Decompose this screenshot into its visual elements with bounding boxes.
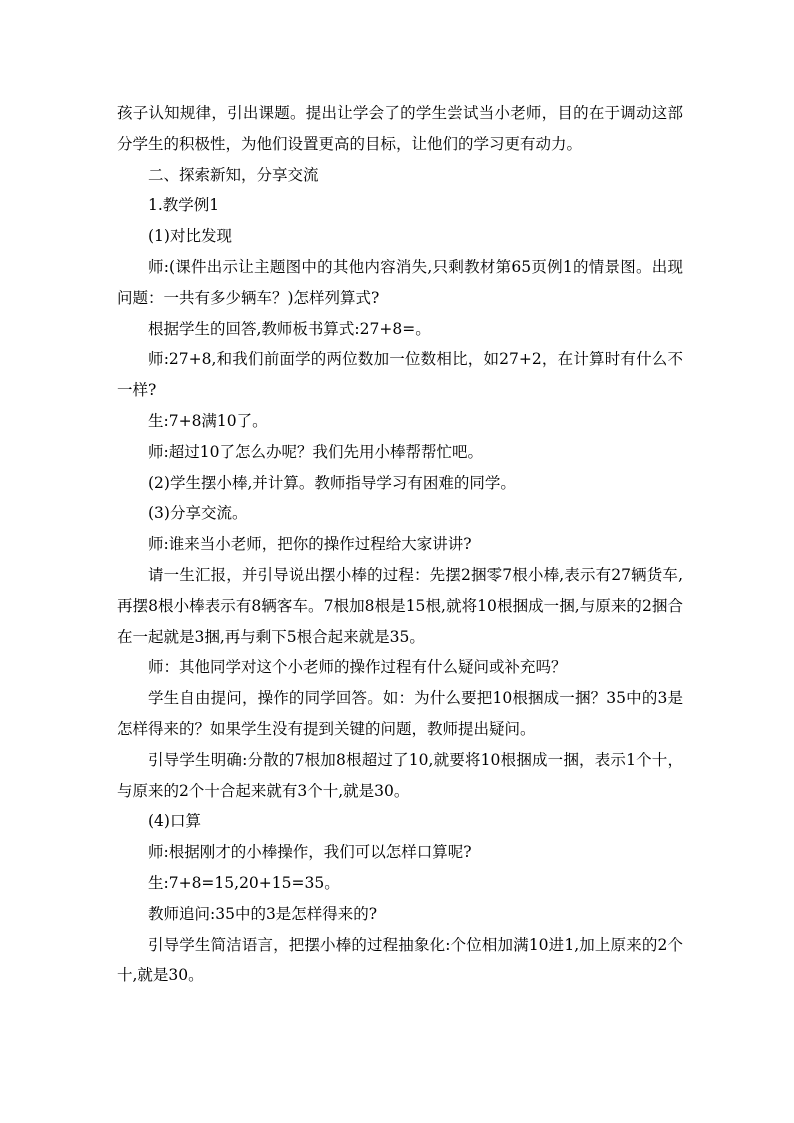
paragraph: 生:7+8满10了。 — [148, 411, 268, 430]
paragraph: 师:谁来当小老师，把你的操作过程给大家讲讲? — [148, 535, 472, 554]
paragraph: 教师追问:35中的3是怎样得来的? — [148, 904, 378, 923]
paragraph: 师:27+8,和我们前面学的两位数加一位数相比，如27+2，在计算时有什么不一样? — [117, 350, 683, 400]
step-heading: (2)学生摆小棒,并计算。教师指导学习有困难的同学。 — [148, 473, 516, 492]
paragraph: 根据学生的回答,教师板书算式:27+8=。 — [148, 319, 431, 338]
step-heading: (4)口算 — [148, 812, 201, 831]
paragraph: 师:(课件出示让主题图中的其他内容消失,只剩教材第65页例1的情景图。出现问题：一共有多少辆车？)怎样列算式? — [117, 257, 683, 307]
paragraph: 引导学生简洁语言，把摆小棒的过程抽象化:个位相加满10进1,加上原来的2个十,就是30。 — [117, 935, 683, 985]
step-heading: (1)对比发现 — [148, 227, 232, 246]
document-body — [117, 98, 683, 991]
step-heading: (3)分享交流。 — [148, 504, 248, 523]
paragraph-intro-continuation: 孩子认知规律，引出课题。提出让学会了的学生尝试当小老师，目的在于调动这部分学生的积极性，为他们设置更高的目标，让他们的学习更有动力。 — [117, 104, 683, 153]
subsection-heading: 1.教学例1 — [148, 196, 220, 215]
paragraph: 引导学生明确:分散的7根加8根超过了10,就要将10根捆成一捆，表示1个十，与原来的2个十合起来就有3个十,就是30。 — [117, 750, 683, 800]
paragraph: 师:超过10了怎么办呢？我们先用小棒帮帮忙吧。 — [148, 442, 483, 461]
paragraph: 生:7+8=15,20+15=35。 — [148, 873, 340, 892]
paragraph: 师：其他同学对这个小老师的操作过程有什么疑问或补充吗？ — [148, 658, 567, 677]
paragraph: 请一生汇报，并引导说出摆小棒的过程：先摆2捆零7根小棒,表示有27辆货车,再摆8根小棒表示有8辆客车。7根加8根是15根,就将10根捆成一捆,与原来的2捆合在一起就是3捆,再与剩下5根合起来就是35。 — [117, 565, 683, 646]
paragraph: 学生自由提问，操作的同学回答。如：为什么要把10根捆成一捆？35中的3是怎样得来的？如果学生没有提到关键的问题，教师提出疑问。 — [117, 689, 683, 738]
section-heading: 二、探索新知，分享交流 — [148, 165, 319, 184]
paragraph: 师:根据刚才的小棒操作，我们可以怎样口算呢? — [148, 843, 472, 862]
